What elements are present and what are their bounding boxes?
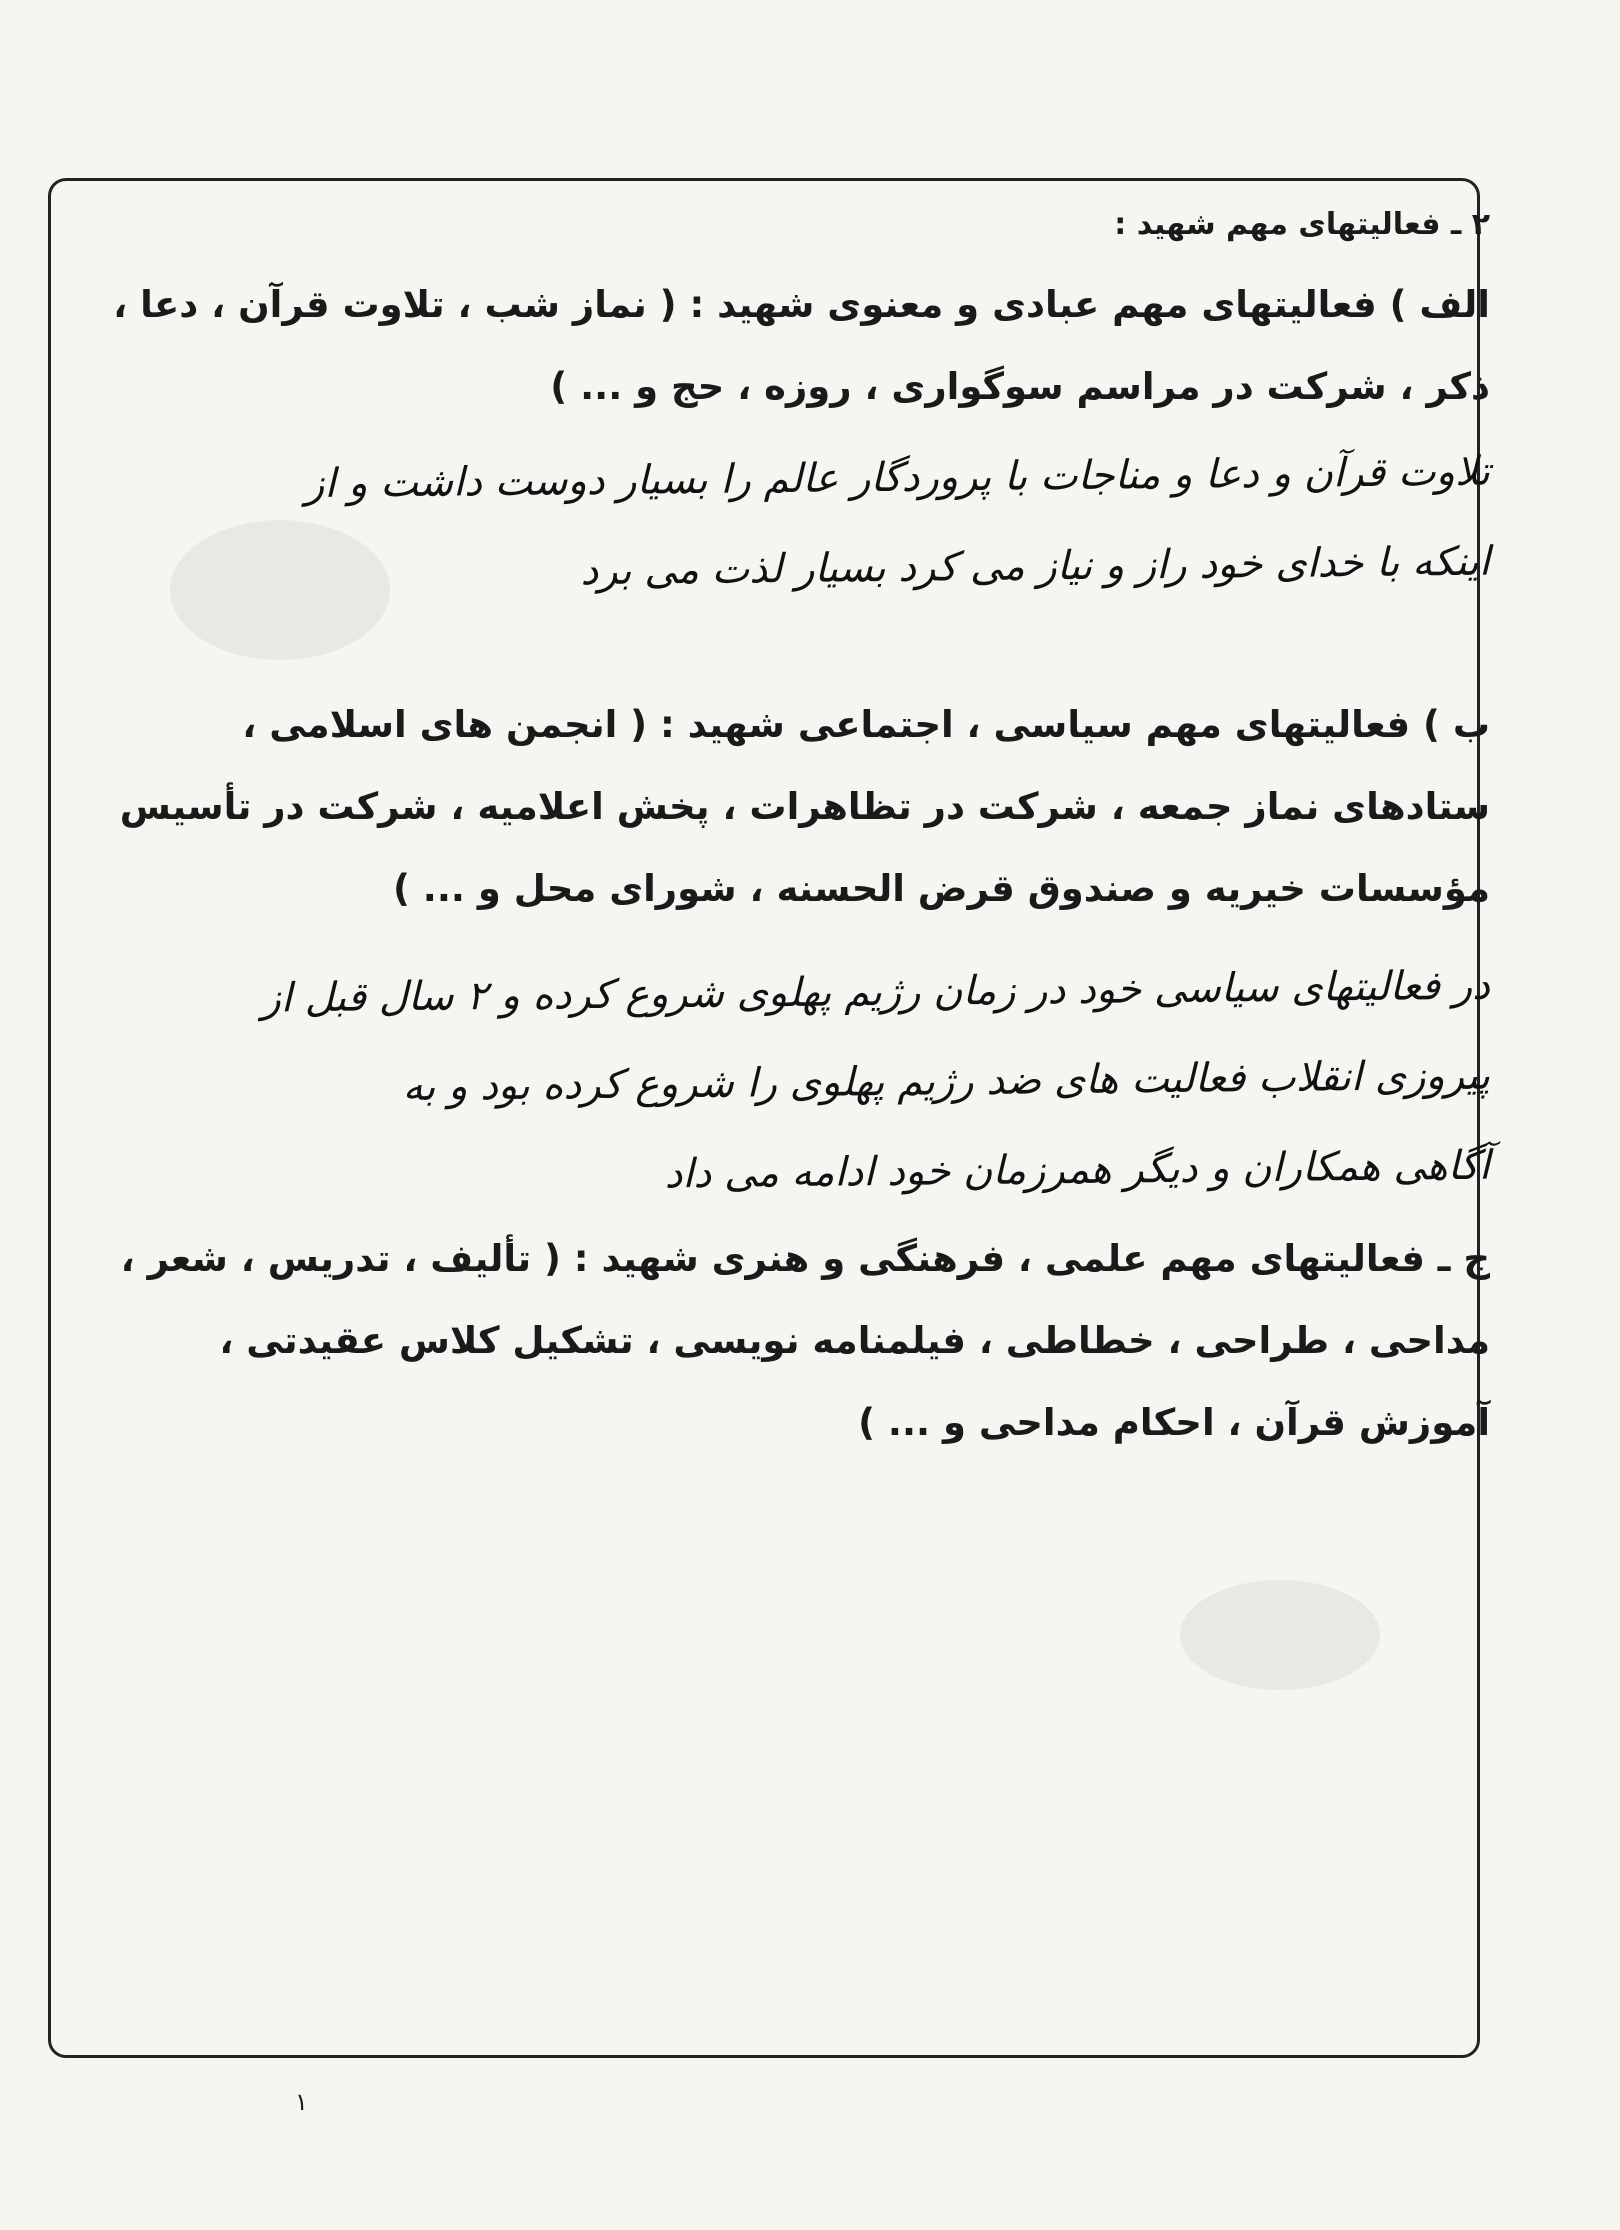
section-b-printed-line: ب ) فعالیتهای مهم سیاسی ، اجتماعی شهید : ( انجمن های اسلامی ،: [242, 703, 1490, 746]
section-c-printed-line: آموزش قرآن ، احکام مداحی و ... ): [858, 1401, 1490, 1444]
section-b: [90, 684, 1490, 1218]
section-a-printed-line: ذکر ، شرکت در مراسم سوگواری ، روزه ، حج و ... ): [550, 365, 1490, 408]
section-a-printed-line: الف ) فعالیتهای مهم عبادی و معنوی شهید : ( نماز شب ، تلاوت قرآن ، دعا ،: [113, 283, 1490, 326]
section-b-printed-line: ستادهای نماز جمعه ، شرکت در تظاهرات ، پخش اعلامیه ، شرکت در تأسیس: [119, 785, 1490, 828]
section-c-printed-line: ج ـ فعالیتهای مهم علمی ، فرهنگی و هنری شهید : ( تألیف ، تدریس ، شعر ،: [120, 1237, 1490, 1280]
section-a-handwritten-answer: [90, 434, 1490, 614]
page-number: ۱: [295, 2088, 308, 2116]
handwritten-line: آگاهی همکاران و دیگر همرزمان خود ادامه می داد: [664, 1142, 1491, 1198]
document-body: [90, 200, 1490, 1464]
section-b-printed-line: مؤسسات خیریه و صندوق قرض الحسنه ، شورای محل و ... ): [393, 867, 1490, 910]
section-a: [90, 264, 1490, 614]
handwritten-line: اینکه با خدای خود راز و نیاز می کرد بسیار لذت می برد: [580, 538, 1491, 595]
section-b-handwritten-answer: [90, 948, 1490, 1218]
section-c-printed-line: مداحی ، طراحی ، خطاطی ، فیلمنامه نویسی ، تشکیل کلاس عقیدتی ،: [219, 1319, 1490, 1362]
section-heading: ۲ ـ فعالیتهای مهم شهید :: [1114, 207, 1490, 242]
handwritten-line: در فعالیتهای سیاسی خود در زمان رژیم پهلوی شروع کرده و ۲ سال قبل از: [261, 962, 1491, 1022]
handwritten-line: تلاوت قرآن و دعا و مناجات با پروردگار عالم را بسیار دوست داشت و از: [304, 448, 1491, 508]
section-c: [90, 1218, 1490, 1464]
handwritten-line: پیروزی انقلاب فعالیت های ضد رژیم پهلوی را شروع کرده بود و به: [402, 1052, 1491, 1111]
